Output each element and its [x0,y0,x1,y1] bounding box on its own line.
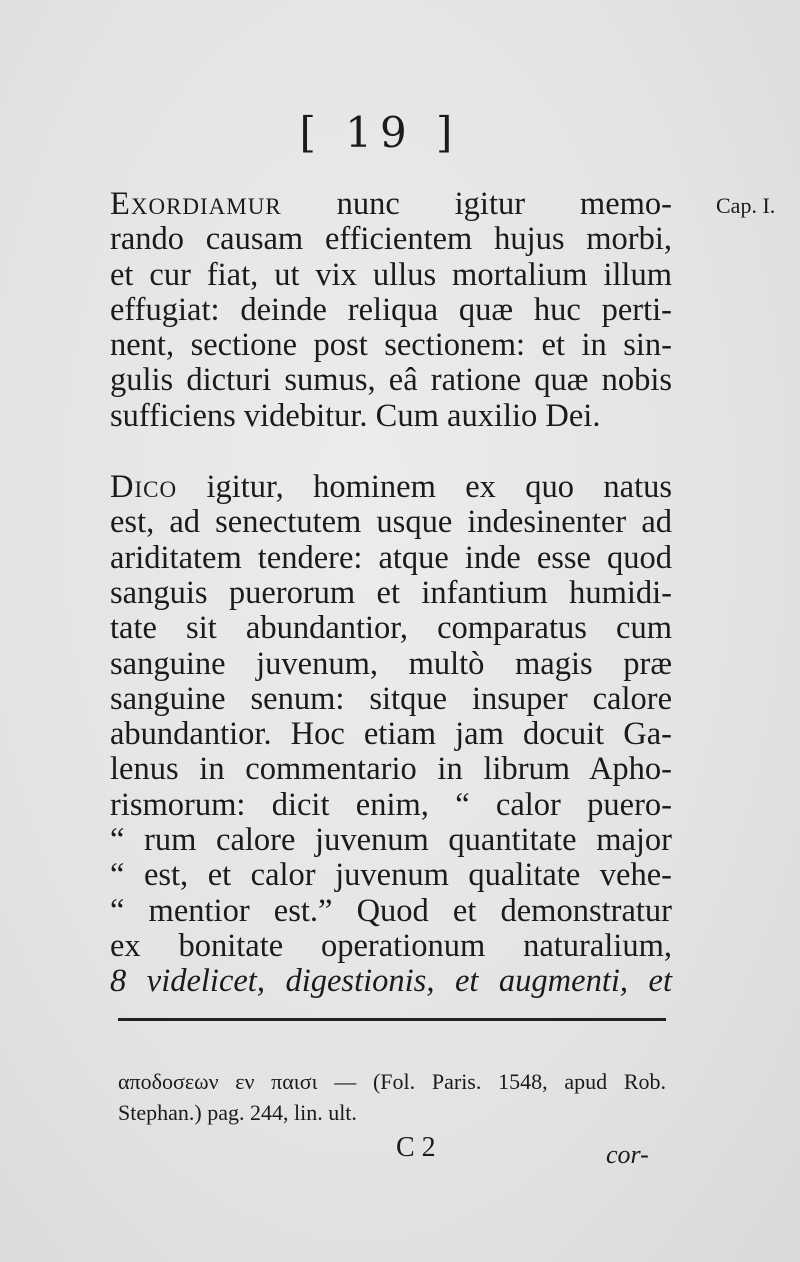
text-line: rismorum: dicit enim, “ calor puero- [110,786,672,823]
paragraph-gap [110,434,672,470]
footnote [118,1066,666,1128]
chapter-margin-note: Cap. I. [716,193,776,218]
text-line: et cur fiat, ut vix ullus mortalium illum [110,256,672,293]
text-line: ariditatem tendere: atque inde esse quod [110,539,672,576]
text-line-italic: 8 videlicet, digestionis, et augmenti, et [110,963,672,1000]
text-line: rando causam efficientem hujus morbi, [110,221,672,258]
text-line: ex bonitate operationum naturalium, [110,927,672,964]
text-line: lenus in commentario in librum Apho- [110,751,672,788]
small-caps-opening: Exordiamur [110,186,282,222]
text-line: Dico igitur, hominem ex quo natus [110,469,672,506]
text-line: abundantior. Hoc etiam jam docuit Ga- [110,716,672,753]
text-line: sufficiens videbitur. Cum auxilio Dei. [110,397,601,434]
text-line: Exordiamur nunc igitur memo- [110,186,672,222]
text-line: sanguine senum: sitque insuper calore [110,680,672,717]
text-line: est, ad senectutem usque indesinenter ad [110,504,672,541]
text-line: sanguine juvenum, multò magis præ [110,645,672,682]
footnote-line: αποδοσεων εν παισι — (Fol. Paris. 1548, apud Rob. [118,1069,666,1094]
text-line: “ mentior est.” Quod et demonstratur [110,892,672,929]
text-line: “ est, et calor juvenum qualitate vehe- [110,857,672,894]
small-caps-opening: Dico [110,469,178,506]
text-line: effugiat: deinde reliqua quæ huc perti- [110,291,672,328]
text-line: nent, sectione post sectionem: et in sin- [110,327,672,364]
signature-mark: C 2 [396,1132,436,1163]
text-line: gulis dicturi sumus, eâ ratione quæ nobis [110,362,672,399]
text-line: sanguis puerorum et infantium humidi- [110,574,672,611]
text-line: “ rum calore juvenum quantitate major [110,822,672,859]
main-text [110,187,672,1000]
catchword: cor- [606,1140,649,1169]
footnote-line: Stephan.) pag. 244, lin. ult. [118,1100,357,1125]
footnote-divider [118,1018,666,1021]
page-number: [ 19 ] [299,108,461,157]
text-line: tate sit abundantior, comparatus cum [110,610,672,647]
